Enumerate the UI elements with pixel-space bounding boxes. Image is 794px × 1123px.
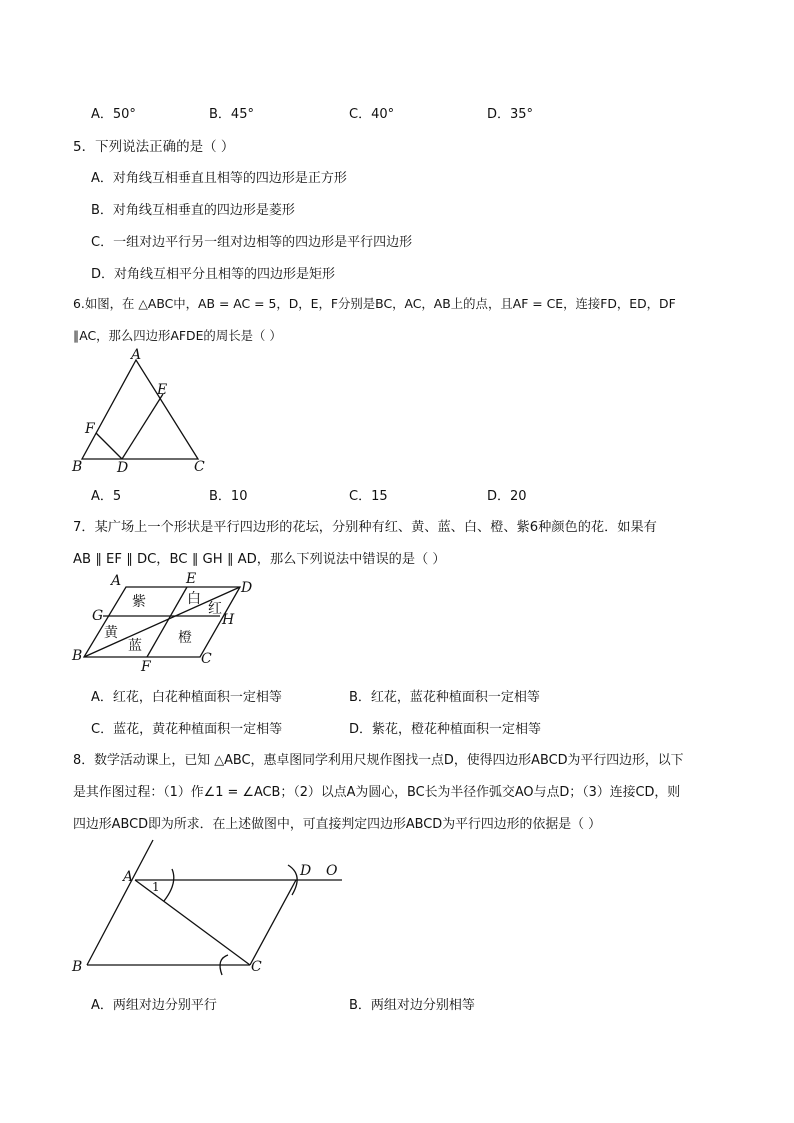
q7-parallelogram-figure — [60, 568, 260, 678]
q6-label-c: C — [194, 459, 205, 475]
q8-segment-cd — [250, 880, 296, 965]
q6-segment-fd — [96, 433, 122, 459]
q6-option-a: A．5 — [91, 489, 122, 504]
q5-stem: 5．下列说法正确的是（ ） — [73, 139, 235, 155]
q6-option-d: D．20 — [487, 489, 527, 504]
q6-option-b: B．10 — [209, 489, 248, 504]
q8-label-a: A — [123, 869, 134, 885]
q8-label-angle1: 1 — [152, 880, 160, 894]
q8-segment-ba-extended — [87, 840, 153, 965]
q4-option-b: B．45° — [209, 107, 254, 122]
q7-region-red: 红 — [208, 601, 222, 617]
q6-label-e: E — [157, 382, 168, 398]
q7-option-d: D．紫花，橙花种植面积一定相等 — [349, 722, 542, 737]
q8-stem-line2: 是其作图过程：（1）作∠1 = ∠ACB；（2）以点A为圆心，BC长为半径作弧交AO与点D；（3）连接CD，则 — [73, 785, 681, 800]
q7-diagonal-bd — [84, 587, 240, 657]
q8-arc-angle1 — [164, 869, 174, 901]
q6-triangle-abc — [82, 360, 198, 459]
q6-stem-line2: ∥AC，那么四边形AFDE的周长是（ ） — [73, 328, 282, 343]
q6-label-d: D — [117, 460, 129, 475]
q7-label-e: E — [186, 571, 197, 587]
q8-label-c: C — [251, 959, 262, 975]
q7-label-g: G — [92, 608, 104, 624]
q7-region-white: 白 — [187, 591, 201, 607]
q7-option-a: A．红花，白花种植面积一定相等 — [91, 690, 282, 705]
q7-region-purple: 紫 — [132, 594, 146, 610]
q7-option-b: B．红花，蓝花种植面积一定相等 — [349, 690, 540, 705]
q7-label-c: C — [201, 651, 212, 667]
q7-label-f: F — [141, 659, 151, 675]
q4-option-c: C．40° — [349, 107, 395, 122]
q5-option-d: D．对角线互相平分且相等的四边形是矩形 — [91, 267, 336, 282]
q4-option-a: A．50° — [91, 107, 136, 122]
q8-construction-figure — [60, 835, 360, 980]
q7-region-orange: 橙 — [178, 630, 192, 646]
q4-option-d: D．35° — [487, 107, 534, 122]
q6-option-c: C．15 — [349, 489, 388, 504]
q7-region-yellow: 黄 — [104, 625, 118, 641]
q8-stem-line1: 8．数学活动课上，已知 △ABC，惠卓图同学利用尺规作图找一点D，使得四边形ABCD为平行四边形，以下 — [73, 753, 684, 768]
q7-label-a: A — [111, 573, 122, 589]
q5-option-a: A．对角线互相垂直且相等的四边形是正方形 — [91, 171, 347, 186]
q8-stem-line3: 四边形ABCD即为所求．在上述做图中，可直接判定四边形ABCD为平行四边形的依据是（ ） — [73, 817, 601, 832]
q6-label-f: F — [85, 421, 95, 437]
q6-triangle-figure — [60, 345, 230, 475]
q7-stem-line2: AB ∥ EF ∥ DC，BC ∥ GH ∥ AD，那么下列说法中错误的是（ ） — [73, 552, 446, 567]
q7-label-d: D — [241, 580, 253, 596]
q8-label-d: D — [300, 863, 312, 879]
q7-label-h: H — [222, 612, 235, 628]
q6-stem-line1: 6.如图，在 △ABC中，AB = AC = 5，D，E，F分别是BC，AC，AB上的点，且AF = CE，连接FD，ED，DF — [73, 296, 676, 311]
q7-label-b: B — [72, 648, 83, 664]
q8-option-b: B．两组对边分别相等 — [349, 998, 475, 1013]
q7-region-blue: 蓝 — [128, 638, 142, 654]
q6-segment-de — [122, 394, 163, 459]
q8-label-b: B — [72, 959, 83, 975]
q8-label-o: O — [326, 863, 338, 879]
q7-segment-ef — [147, 587, 187, 657]
q7-option-c: C．蓝花，黄花种植面积一定相等 — [91, 722, 283, 737]
q6-label-b: B — [72, 459, 83, 475]
q5-option-c: C．一组对边平行另一组对边相等的四边形是平行四边形 — [91, 235, 413, 250]
q6-label-a: A — [131, 347, 142, 363]
q7-stem-line1: 7．某广场上一个形状是平行四边形的花坛，分别种有红、黄、蓝、白、橙、紫6种颜色的花．如果有 — [73, 520, 657, 535]
q8-option-a: A．两组对边分别平行 — [91, 998, 217, 1013]
q5-option-b: B．对角线互相垂直的四边形是菱形 — [91, 203, 295, 218]
